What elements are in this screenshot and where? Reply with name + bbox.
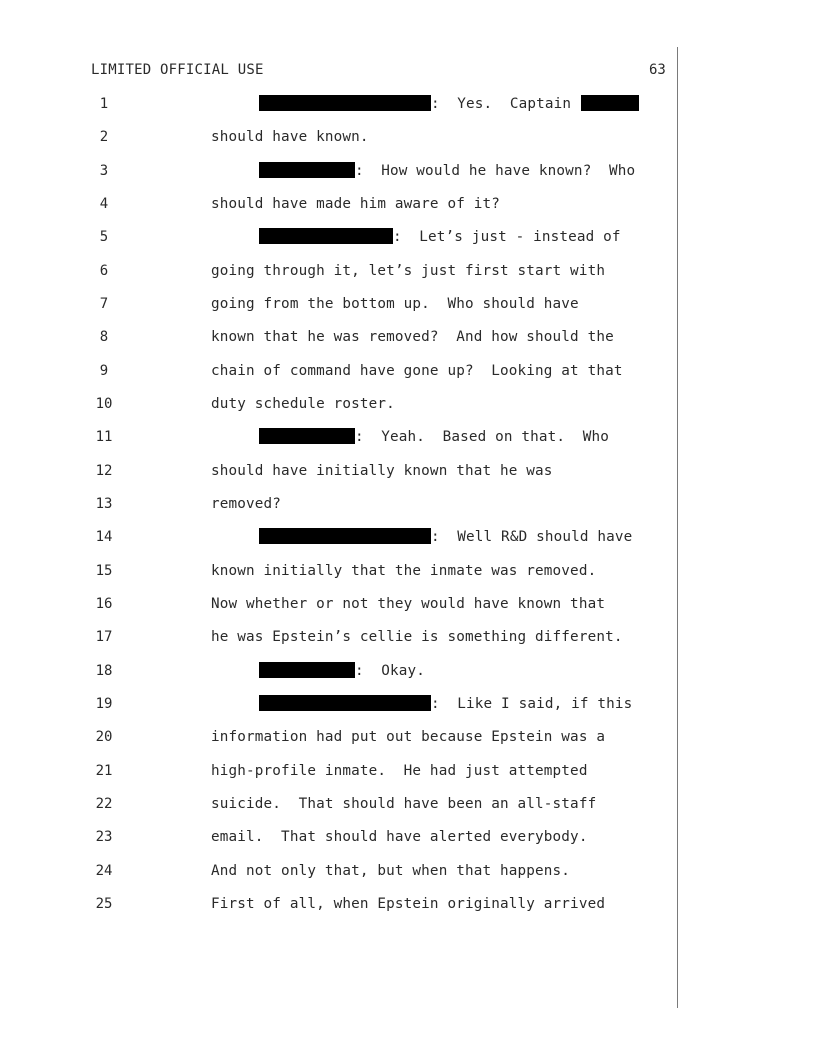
transcript-line — [0, 427, 680, 451]
line-number: 20 — [95, 729, 113, 745]
line-number: 2 — [99, 129, 109, 145]
transcript-line — [0, 527, 680, 551]
line-text — [259, 227, 621, 247]
line-text: duty schedule roster. — [211, 396, 395, 412]
line-number: 21 — [95, 763, 113, 779]
line-number: 5 — [99, 229, 109, 245]
line-text — [259, 161, 635, 181]
line-text: should have known. — [211, 129, 369, 145]
line-text: should have initially known that he was — [211, 463, 553, 479]
line-text — [259, 427, 609, 447]
line-text — [259, 661, 425, 681]
transcript-line — [0, 261, 680, 285]
speaker-redaction — [259, 95, 431, 111]
line-content: : Yeah. Based on that. Who — [355, 429, 609, 445]
transcript-line — [0, 627, 680, 651]
transcript-line — [0, 494, 680, 518]
transcript-line — [0, 794, 680, 818]
speaker-redaction — [259, 695, 431, 711]
line-number: 7 — [99, 296, 109, 312]
line-number: 4 — [99, 196, 109, 212]
line-number: 11 — [95, 429, 113, 445]
transcript-line — [0, 594, 680, 618]
transcript-line — [0, 661, 680, 685]
transcript-line — [0, 894, 680, 918]
line-text: he was Epstein’s cellie is something different. — [211, 629, 623, 645]
transcript-line — [0, 161, 680, 185]
transcript-line — [0, 727, 680, 751]
transcript-line — [0, 361, 680, 385]
line-number: 24 — [95, 863, 113, 879]
line-number: 16 — [95, 596, 113, 612]
transcript-line — [0, 394, 680, 418]
line-content: : Okay. — [355, 663, 426, 679]
speaker-redaction — [259, 162, 355, 178]
line-number: 10 — [95, 396, 113, 412]
line-number: 18 — [95, 663, 113, 679]
line-number: 3 — [99, 163, 109, 179]
line-number: 17 — [95, 629, 113, 645]
line-text: known initially that the inmate was removed. — [211, 563, 597, 579]
line-content: : How would he have known? Who — [355, 163, 636, 179]
speaker-redaction — [259, 428, 355, 444]
page-number: 63 — [649, 62, 666, 78]
line-text: known that he was removed? And how should the — [211, 329, 614, 345]
line-number: 22 — [95, 796, 113, 812]
line-content: : Like I said, if this — [431, 696, 633, 712]
line-text: First of all, when Epstein originally arrived — [211, 896, 606, 912]
speaker-redaction — [259, 528, 431, 544]
line-text: chain of command have gone up? Looking at that — [211, 363, 623, 379]
transcript-line — [0, 761, 680, 785]
transcript-line — [0, 561, 680, 585]
line-text — [259, 94, 639, 114]
line-text: high-profile inmate. He had just attempted — [211, 763, 588, 779]
transcript-line — [0, 827, 680, 851]
line-content: : Yes. Captain — [431, 96, 572, 112]
line-number: 13 — [95, 496, 113, 512]
classification-header: LIMITED OFFICIAL USE — [91, 62, 264, 78]
line-number: 1 — [99, 96, 109, 112]
name-redaction — [581, 95, 639, 111]
line-text: going from the bottom up. Who should have — [211, 296, 579, 312]
transcript-line — [0, 194, 680, 218]
speaker-redaction — [259, 662, 355, 678]
line-text: suicide. That should have been an all-staff — [211, 796, 597, 812]
line-text: removed? — [211, 496, 282, 512]
transcript-line — [0, 227, 680, 251]
line-content: : Well R&D should have — [431, 529, 633, 545]
line-number: 6 — [99, 263, 109, 279]
line-text: email. That should have alerted everybody. — [211, 829, 588, 845]
line-text: And not only that, but when that happens. — [211, 863, 571, 879]
line-number: 15 — [95, 563, 113, 579]
line-content: : Let’s just - instead of — [393, 229, 621, 245]
transcript-line — [0, 327, 680, 351]
line-text — [259, 694, 632, 714]
line-text: Now whether or not they would have known that — [211, 596, 606, 612]
transcript-line — [0, 694, 680, 718]
line-number: 14 — [95, 529, 113, 545]
line-number: 9 — [99, 363, 109, 379]
transcript-line — [0, 127, 680, 151]
line-number: 8 — [99, 329, 109, 345]
line-number: 12 — [95, 463, 113, 479]
speaker-redaction — [259, 228, 393, 244]
line-text: information had put out because Epstein was a — [211, 729, 606, 745]
transcript-line — [0, 294, 680, 318]
line-number: 23 — [95, 829, 113, 845]
line-number: 25 — [95, 896, 113, 912]
transcript-line — [0, 461, 680, 485]
line-number: 19 — [95, 696, 113, 712]
line-text: should have made him aware of it? — [211, 196, 500, 212]
line-text — [259, 527, 632, 547]
transcript-line — [0, 861, 680, 885]
line-text: going through it, let’s just first start with — [211, 263, 606, 279]
transcript-line — [0, 94, 680, 118]
